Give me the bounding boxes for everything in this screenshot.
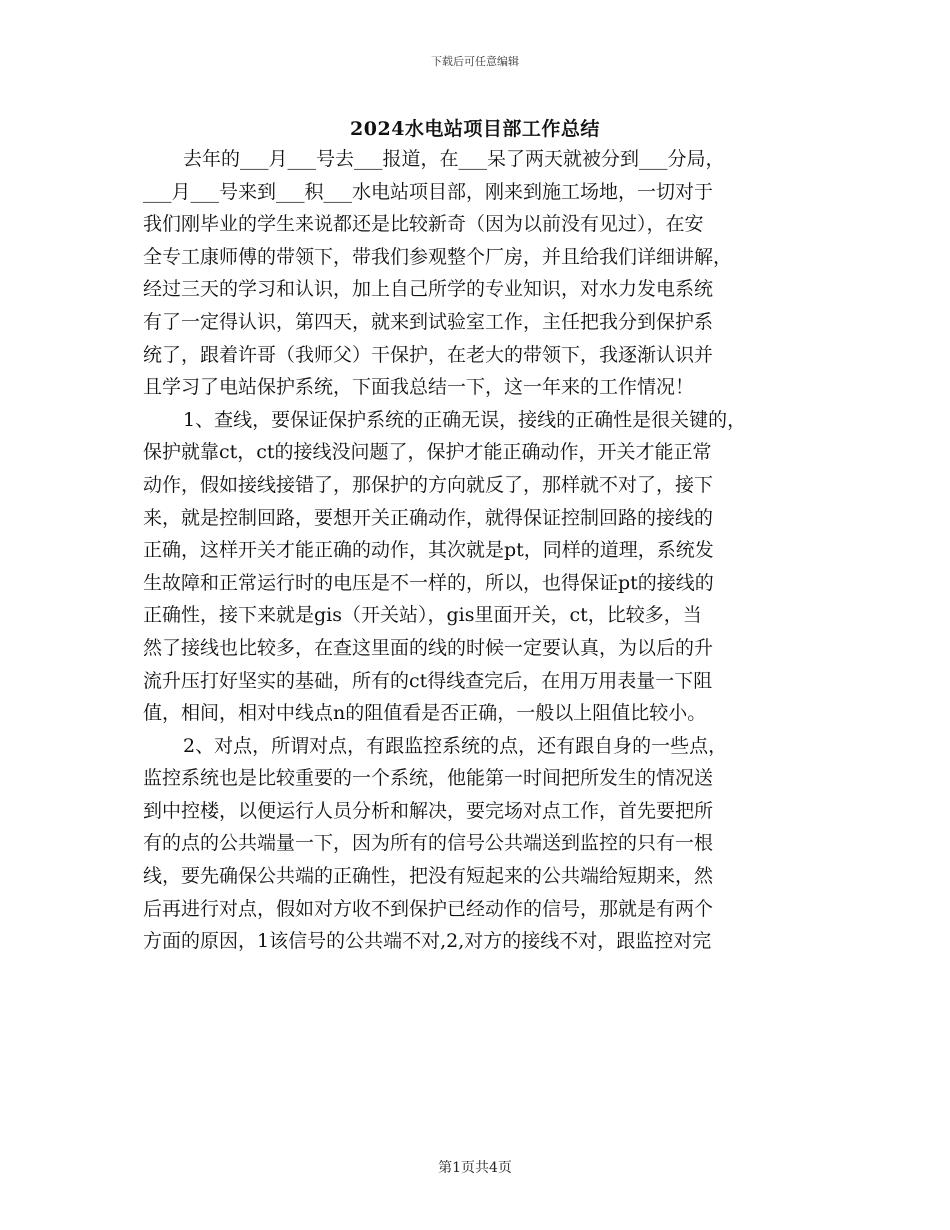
- text-line: ___月___号来到___积___水电站项目部，刚来到施工场地，一切对于: [143, 180, 714, 203]
- header-note: 下载后可任意编辑: [431, 55, 519, 68]
- text-line: 生故障和正常运行时的电压是不一样的，所以，也得保证pt的接线的: [143, 571, 714, 594]
- text-line: 1、查线，要保证保护系统的正确无误，接线的正确性是很关键的，: [183, 408, 747, 431]
- text-line: 然了接线也比较多，在查这里面的线的时候一定要认真，为以后的升: [143, 636, 714, 659]
- document-body: [143, 143, 823, 958]
- page-number: 第1页共4页: [438, 1160, 512, 1176]
- text-line: 去年的___月___号去___报道，在___呆了两天就被分到___分局，: [183, 148, 725, 170]
- text-line: 有的点的公共端量一下，因为所有的信号公共端送到监控的只有一根: [143, 832, 714, 855]
- text-line: 经过三天的学习和认识，加上自己所学的专业知识，对水力发电系统: [143, 278, 714, 301]
- text-line: 2、对点，所谓对点，有跟监控系统的点，还有跟自身的一些点，: [183, 734, 728, 757]
- text-line: 保护就靠ct，ct的接线没问题了，保护才能正确动作，开关才能正常: [143, 441, 712, 464]
- text-line: 到中控楼，以便运行人员分析和解决，要完场对点工作，首先要把所: [143, 799, 714, 822]
- text-line: 正确，这样开关才能正确的动作，其次就是pt，同样的道理，系统发: [143, 539, 714, 562]
- text-line: 且学习了电站保护系统，下面我总结一下，这一年来的工作情况！: [143, 376, 695, 399]
- paragraph-3: [143, 730, 823, 958]
- text-line: 动作，假如接线接错了，那保护的方向就反了，那样就不对了，接下: [143, 473, 714, 496]
- text-line: 线，要先确保公共端的正确性，把没有短起来的公共端给短期来，然: [143, 865, 714, 888]
- text-line: 正确性，接下来就是gis（开关站），gis里面开关，ct，比较多，当: [143, 604, 702, 627]
- text-line: 统了，跟着许哥（我师父）干保护，在老大的带领下，我逐渐认识并: [143, 343, 714, 366]
- text-line: 我们刚毕业的学生来说都还是比较新奇（因为以前没有见过），在安: [143, 213, 704, 236]
- text-line: 流升压打好坚实的基础，所有的ct得线查完后，在用万用表量一下阻: [143, 669, 713, 692]
- text-line: 值，相间，相对中线点n的阻值看是否正确，一般以上阻值比较小。: [143, 702, 707, 725]
- paragraph-2: [143, 404, 823, 730]
- text-line: 来，就是控制回路，要想开关正确动作，就得保证控制回路的接线的: [143, 506, 714, 529]
- paragraph-1: [143, 143, 823, 404]
- text-line: 方面的原因，1该信号的公共端不对,2,对方的接线不对，跟监控对完: [143, 930, 712, 953]
- text-line: 全专工康师傅的带领下，带我们参观整个厂房，并且给我们详细讲解，: [143, 245, 733, 268]
- text-line: 后再进行对点，假如对方收不到保护已经动作的信号，那就是有两个: [143, 897, 714, 920]
- text-line: 监控系统也是比较重要的一个系统，他能第一时间把所发生的情况送: [143, 767, 714, 790]
- text-line: 有了一定得认识，第四天，就来到试验室工作，主任把我分到保护系: [143, 310, 714, 333]
- document-title: 2024水电站项目部工作总结: [350, 118, 600, 140]
